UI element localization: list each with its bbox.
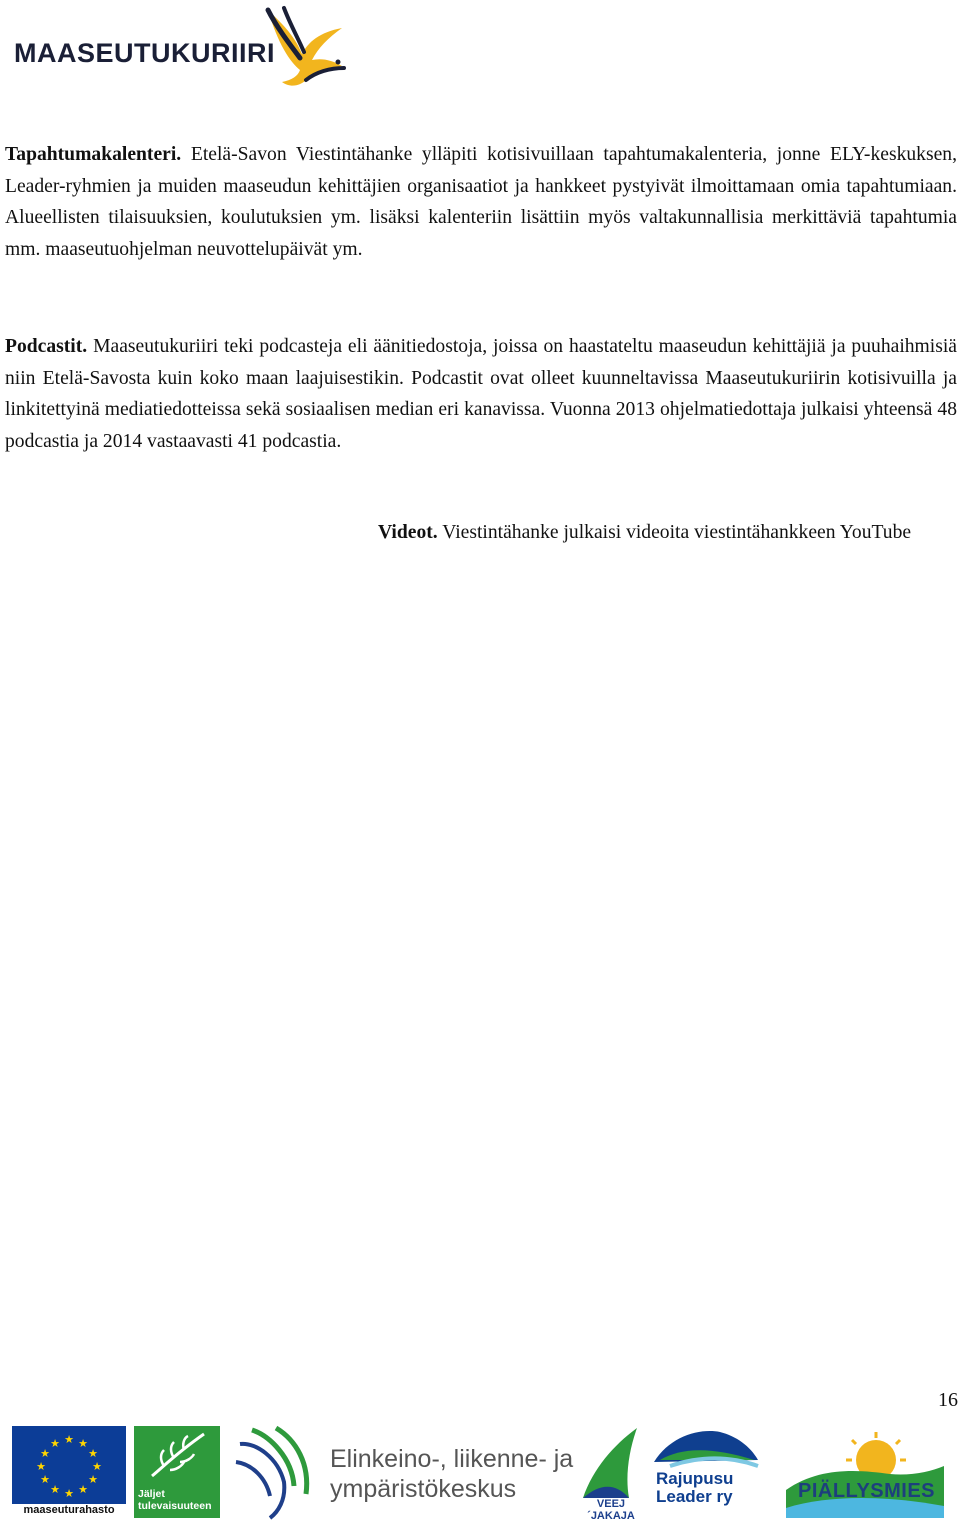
leaf-icon bbox=[134, 1426, 220, 1486]
bird-icon bbox=[250, 2, 360, 90]
paragraph-heading: Videot. bbox=[378, 522, 438, 543]
eu-fund-label: maaseuturahasto bbox=[23, 1504, 115, 1516]
sail-icon bbox=[575, 1424, 647, 1504]
rajupusu-line2: Leader ry bbox=[656, 1487, 733, 1506]
paragraph-heading: Tapahtumakalenteri. bbox=[5, 144, 182, 165]
svg-text:★: ★ bbox=[40, 1473, 50, 1486]
svg-text:★: ★ bbox=[50, 1483, 60, 1496]
piallysmies-logo bbox=[780, 1430, 948, 1522]
eu-maaseuturahasto-logo bbox=[12, 1426, 126, 1518]
sun-landscape-icon bbox=[780, 1430, 948, 1522]
svg-text:★: ★ bbox=[64, 1487, 74, 1500]
paragraph-tapahtumakalenteri bbox=[5, 139, 957, 265]
paragraph-body: Etelä-Savon Viestintähanke ylläpiti kotisivuillaan tapahtumakalenteria, jonne ELY-keskuksen, Leader-ryhmien ja muiden maaseudun kehittäjien organisaatiot ja hankkeet pystyivät ilmoittamaan omia tapahtumiaan. Alueellisten tilaisuuksien, koulutuksien ym. lisäksi kalenteriin lisättiin myös valtakunnallisia merkittäviä tapahtumia mm. maaseutuohjelman neuvottelupäivät ym. bbox=[5, 144, 957, 260]
maaseutukuriiri-logo bbox=[14, 0, 354, 92]
svg-text:★: ★ bbox=[78, 1483, 88, 1496]
rajupusu-leader-logo bbox=[650, 1426, 762, 1522]
jaljet-line1: Jäljet bbox=[138, 1488, 165, 1500]
landscape-icon bbox=[650, 1426, 762, 1470]
sponsor-logos-footer bbox=[0, 1418, 960, 1525]
brand-wordmark: MAASEUTUKURIIRI bbox=[14, 38, 275, 68]
svg-text:★: ★ bbox=[36, 1460, 46, 1473]
eu-stars-icon bbox=[12, 1426, 126, 1504]
ely-label bbox=[330, 1444, 573, 1504]
eu-flag-icon bbox=[12, 1426, 126, 1504]
paragraph-heading: Podcastit. bbox=[5, 336, 88, 357]
svg-text:★: ★ bbox=[78, 1437, 88, 1450]
svg-text:★: ★ bbox=[64, 1433, 74, 1446]
ely-emblem-icon bbox=[226, 1422, 326, 1522]
jaljet-label bbox=[138, 1488, 218, 1512]
ely-keskus-logo bbox=[226, 1422, 576, 1522]
piallysmies-label: PIÄLLYSMIES bbox=[798, 1480, 936, 1502]
veej-jakaja-logo bbox=[575, 1424, 647, 1522]
jaljet-line2: tulevaisuuteen bbox=[138, 1500, 212, 1512]
svg-text:★: ★ bbox=[40, 1447, 50, 1460]
svg-text:★: ★ bbox=[88, 1473, 98, 1486]
ely-line2: ympäristökeskus bbox=[330, 1475, 517, 1503]
veej-label: VEEJ´JAKAJA bbox=[587, 1498, 635, 1522]
jaljet-tulevaisuuteen-logo bbox=[134, 1426, 220, 1518]
svg-text:★: ★ bbox=[92, 1460, 102, 1473]
svg-text:★: ★ bbox=[88, 1447, 98, 1460]
page-number: 16 bbox=[938, 1389, 958, 1411]
rajupusu-label bbox=[656, 1470, 766, 1506]
svg-text:★: ★ bbox=[50, 1437, 60, 1450]
ely-line1: Elinkeino-, liikenne- ja bbox=[330, 1445, 574, 1473]
paragraph-body: Maaseutukuriiri teki podcasteja eli äänitiedostoja, joissa on haastateltu maaseudun kehittäjiä ja puuhaihmisiä niin Etelä-Savosta kuin koko maan laajuisestikin. Podcastit ovat olleet kuunneltavissa Maaseutukuriirin kotisivuilla ja linkitettyinä mediatiedotteissa sekä sosiaalisen median eri kanavissa. Vuonna 2013 ohjelmatiedottaja julkaisi yhteensä 48 podcastia ja 2014 vastaavasti 41 podcastia. bbox=[5, 336, 958, 452]
paragraph-podcastit bbox=[5, 331, 957, 457]
paragraph-videot bbox=[378, 517, 957, 549]
paragraph-body: Viestintähanke julkaisi videoita viestintähankkeen YouTube bbox=[442, 522, 912, 543]
rajupusu-line1: Rajupusu bbox=[656, 1469, 734, 1488]
